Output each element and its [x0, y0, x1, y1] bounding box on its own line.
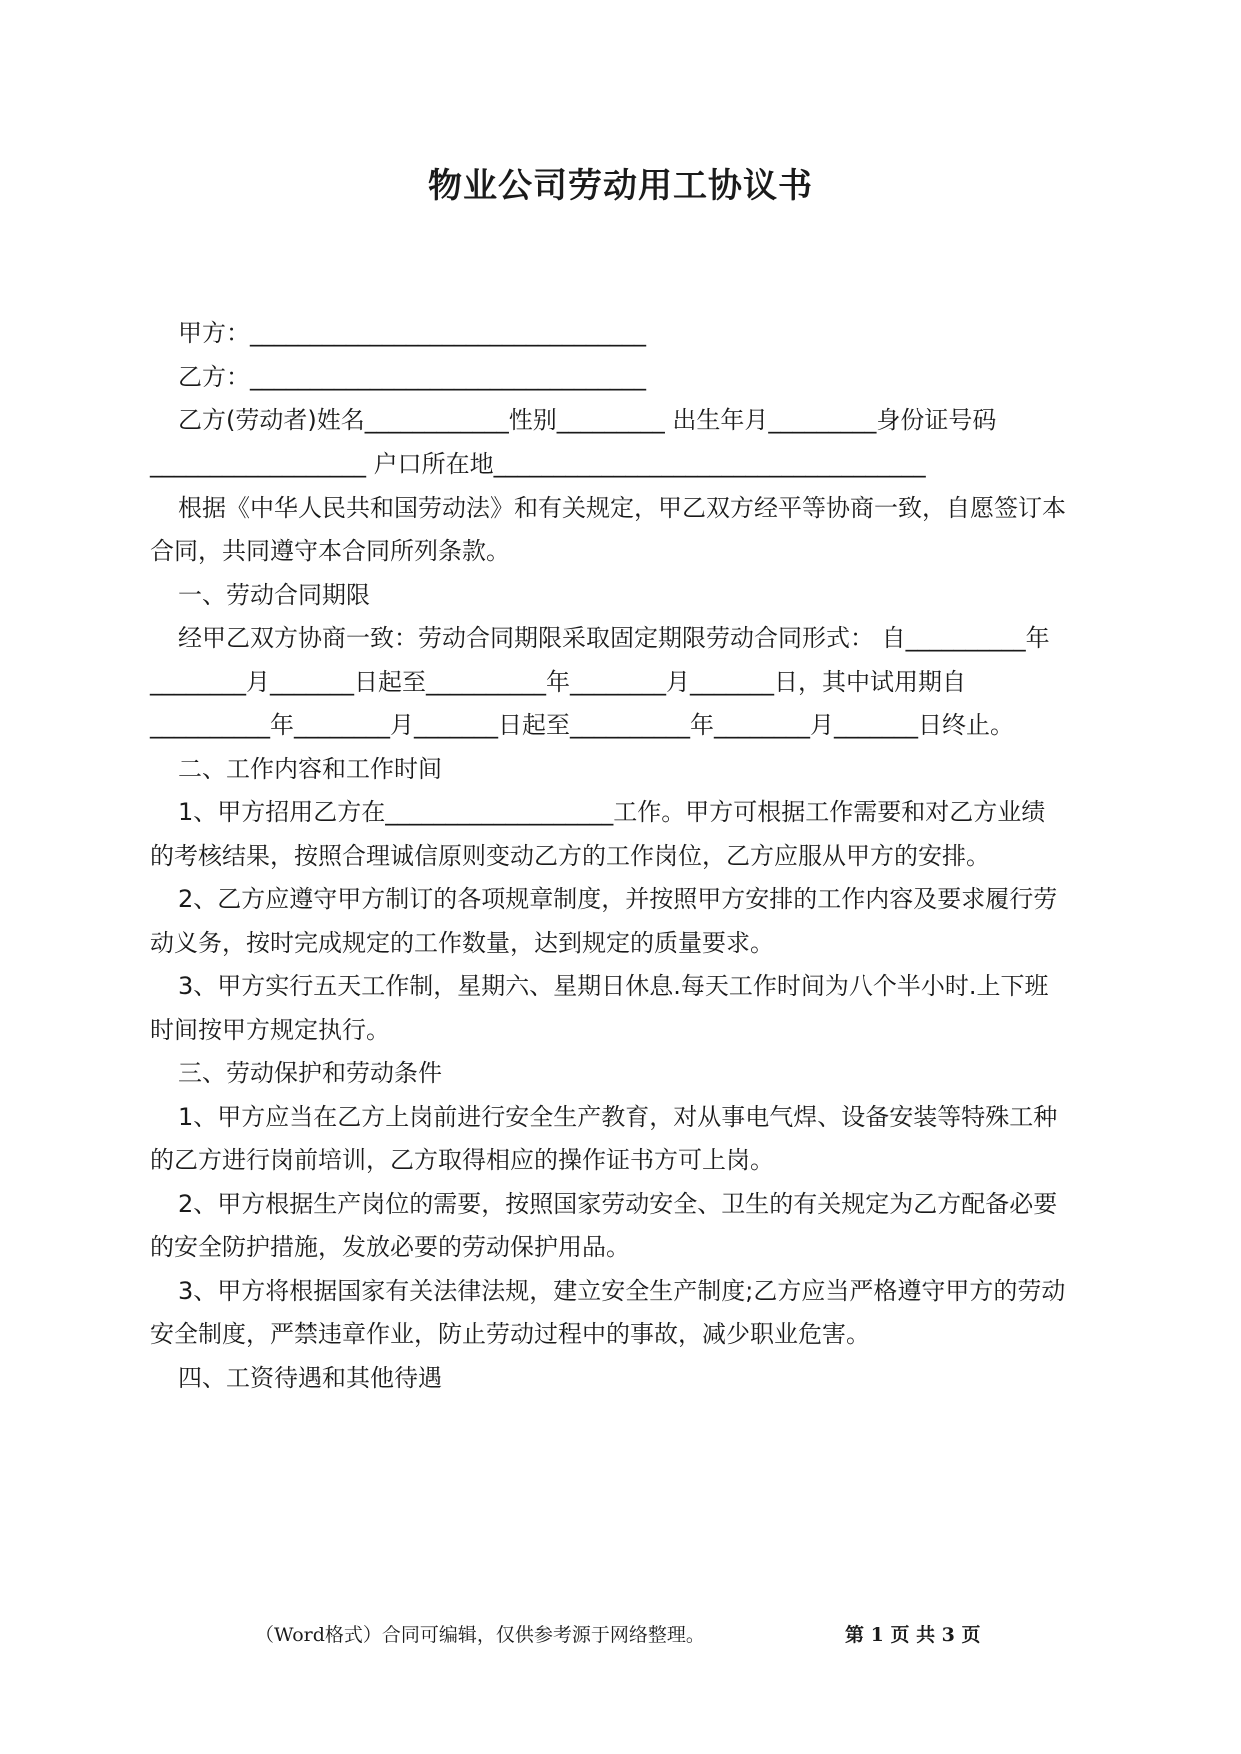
section-heading: 一、劳动合同期限	[178, 581, 370, 609]
section-heading: 四、工资待遇和其他待遇	[178, 1364, 442, 1392]
footer-note: （Word格式）合同可编辑，仅供参考源于网络整理。	[255, 1624, 705, 1646]
section-heading: 二、工作内容和工作时间	[178, 755, 442, 783]
body-line: 安全制度，严禁违章作业，防止劳动过程中的事故，减少职业危害。	[150, 1320, 870, 1348]
body-line: ________月_______日起至__________年________月_______日，其中试用期自	[150, 668, 966, 696]
body-line: 3、甲方将根据国家有关法律法规，建立安全生产制度;乙方应当严格遵守甲方的劳动	[178, 1277, 1066, 1305]
body-line: 根据《中华人民共和国劳动法》和有关规定，甲乙双方经平等协商一致，自愿签订本	[178, 494, 1066, 522]
document-title: 物业公司劳动用工协议书	[428, 166, 813, 206]
body-line: 合同，共同遵守本合同所列条款。	[150, 537, 510, 565]
body-line: 时间按甲方规定执行。	[150, 1016, 390, 1044]
body-line: 2、甲方根据生产岗位的需要，按照国家劳动安全、卫生的有关规定为乙方配备必要	[178, 1190, 1058, 1218]
worker-info-line: 乙方(劳动者)姓名____________性别_________ 出生年月_________身份证号码	[178, 406, 997, 434]
body-line: __________年________月_______日起至__________年________月_______日终止。	[150, 711, 1014, 739]
party-a-line: 甲方：_________________________________	[178, 319, 646, 347]
body-line: 的乙方进行岗前培训，乙方取得相应的操作证书方可上岗。	[150, 1146, 774, 1174]
body-line: 动义务，按时完成规定的工作数量，达到规定的质量要求。	[150, 929, 774, 957]
section-heading: 三、劳动保护和劳动条件	[178, 1059, 442, 1087]
body-line: 3、甲方实行五天工作制，星期六、星期日休息.每天工作时间为八个半小时.上下班	[178, 972, 1049, 1000]
body-line: 1、甲方应当在乙方上岗前进行安全生产教育，对从事电气焊、设备安装等特殊工种	[178, 1103, 1058, 1131]
worker-info-line: __________________ 户口所在地____________________________________	[150, 450, 926, 478]
body-line: 2、乙方应遵守甲方制订的各项规章制度，并按照甲方安排的工作内容及要求履行劳	[178, 885, 1058, 913]
body-line: 经甲乙双方协商一致：劳动合同期限采取固定期限劳动合同形式： 自__________年	[178, 624, 1050, 652]
body-line: 的安全防护措施，发放必要的劳动保护用品。	[150, 1233, 630, 1261]
body-line: 1、甲方招用乙方在___________________工作。甲方可根据工作需要和对乙方业绩	[178, 798, 1046, 826]
page-number: 第 1 页 共 3 页	[845, 1624, 981, 1646]
party-b-line: 乙方：_________________________________	[178, 363, 646, 391]
body-line: 的考核结果，按照合理诚信原则变动乙方的工作岗位，乙方应服从甲方的安排。	[150, 842, 990, 870]
